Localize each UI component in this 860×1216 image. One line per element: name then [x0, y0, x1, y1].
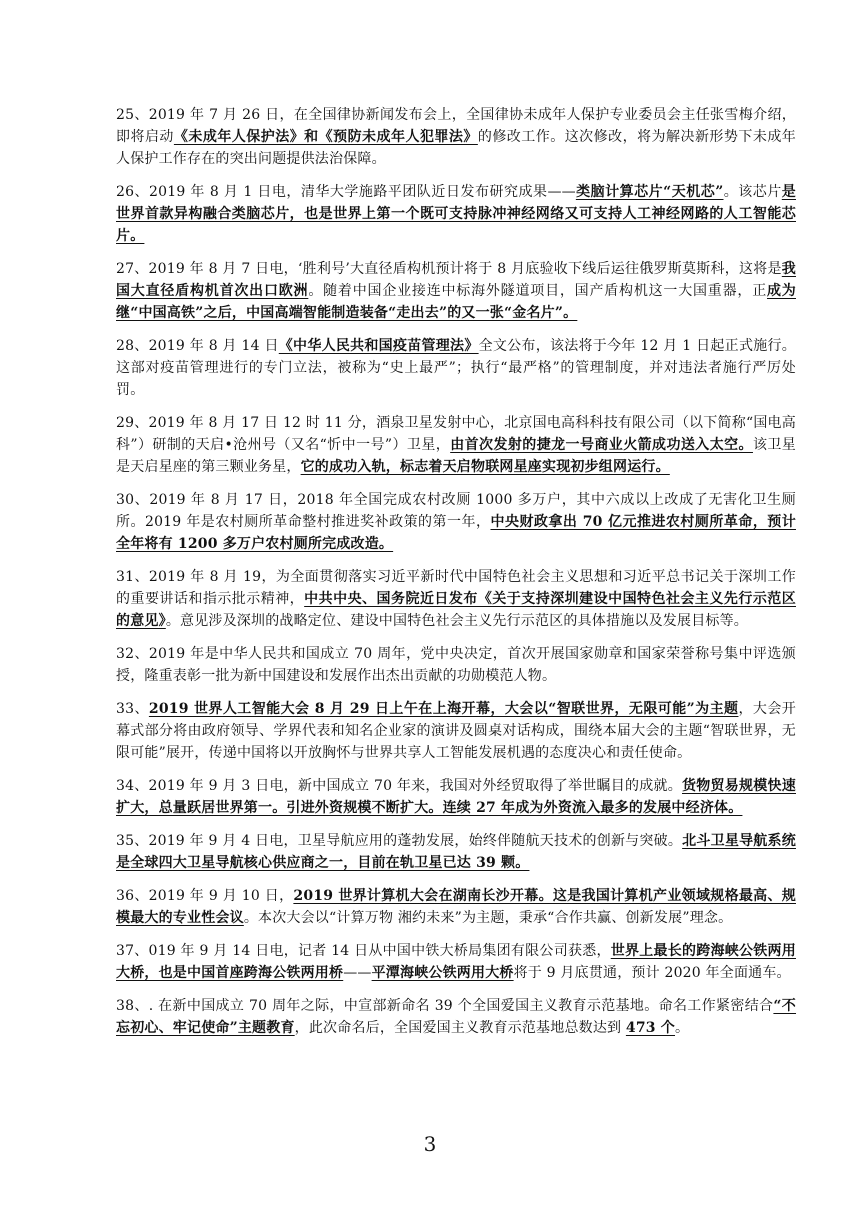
item-text: 36、2019 年 9 月 10 日， — [116, 888, 294, 904]
news-item — [116, 566, 796, 632]
item-text: 31、2019 年 8 月 19，为全面贯彻落实习近平新时代中国特色社会主义思想和习近平总书记关于深圳工作的重要讲话和指示批示精神， — [116, 569, 796, 607]
item-text: ，此次命名后，全国爱国主义教育示范基地总数达到 — [294, 1020, 626, 1036]
item-text: 。意见涉及深圳的战略定位、建设中国特色社会主义先行示范区的具体措施以及发展目标等。 — [165, 613, 749, 629]
highlighted-text: 平潭海峡公铁两用大桥 — [371, 965, 514, 981]
item-text: 的修改工作。这次修改，将为解决新形势下未成年人保护工作存在的突出问题提供法治保障。 — [116, 129, 797, 167]
highlighted-text: 由首次发射的捷龙一号商业火箭成功送入太空。 — [450, 437, 753, 453]
highlighted-text: 它的成功入轨，标志着天启物联网星座实现初步组网运行。 — [300, 459, 670, 475]
highlighted-text: 我国大直径盾构机首次出口欧洲 — [116, 261, 796, 299]
news-item — [116, 940, 796, 984]
highlighted-text: 成为继“中国高铁”之后，中国高端智能制造装备“走出去”的又一张“金名片”。 — [116, 283, 796, 321]
news-item — [116, 698, 796, 764]
highlighted-text: 2019 世界人工智能大会 8 月 29 日上午在上海开幕，大会以“智联世界，无限可能”为主题 — [148, 701, 739, 717]
highlighted-text: 473 个 — [625, 1020, 676, 1036]
highlighted-text: “不忘初心、牢记使命”主题教育 — [116, 998, 797, 1036]
item-text: 26、2019 年 8 月 1 日电，清华大学施路平团队近日发布研究成果—— — [116, 184, 576, 200]
news-item — [116, 104, 796, 170]
item-text: 。该芯片 — [723, 184, 782, 200]
item-text: 29、2019 年 8 月 17 日 12 时 11 分，酒泉卫星发射中心，北京国电高科科技有限公司（以下简称“国电高科”）研制的天启•沧州号（又名“忻中一号”）卫星， — [116, 415, 796, 453]
news-item — [116, 775, 796, 819]
item-text: 将于 9 月底贯通，预计 2020 年全面通车。 — [513, 965, 791, 981]
highlighted-text: 《未成年人保护法》和《预防未成年人犯罪法》 — [173, 129, 478, 145]
news-item — [116, 830, 796, 874]
item-text: 全文公布，该法将于今年 12 月 1 日起正式施行。这部对疫苗管理进行的专门立法，被称为“史上最严”；执行“最严格”的管理制度，并对违法者施行严厉处罚。 — [116, 338, 796, 398]
news-item — [116, 489, 796, 555]
item-text: 。本次大会以“计算万物 湘约未来”为主题，秉承“合作共赢、创新发展”理念。 — [243, 910, 733, 926]
news-item — [116, 995, 796, 1039]
news-item — [116, 885, 796, 929]
highlighted-text: 货物贸易规模快速扩大，总量跃居世界第一。引进外资规模不断扩大。连续 27 年成为外资流入最多的发展中经济体。 — [116, 778, 796, 816]
highlighted-text: 类脑计算芯片“天机芯” — [575, 184, 724, 200]
highlighted-text: 是世界首款异构融合类脑芯片，也是世界上第一个既可支持脉冲神经网络又可支持人工神经网路的人工智能芯片。 — [116, 184, 796, 244]
item-text: 32、2019 年是中华人民共和国成立 70 周年，党中央决定，首次开展国家勋章和国家荣誉称号集中评选颁授，隆重表彰一批为新中国建设和发展作出杰出贡献的功勋模范人物。 — [116, 646, 796, 684]
news-item — [116, 335, 796, 401]
item-text: 38、. 在新中国成立 70 周年之际，中宣部新命名 39 个全国爱国主义教育示范基地。命名工作紧密结合 — [116, 998, 774, 1014]
item-text: 28、2019 年 8 月 14 日 — [116, 338, 279, 354]
highlighted-text: 中央财政拿出 70 亿元推进农村厕所革命，预计全年将有 1200 多万户农村厕所完成改造。 — [116, 514, 796, 552]
item-text: ，大会开幕式部分将由政府领导、学界代表和知名企业家的演讲及圆桌对话构成，围绕本届大会的主题“智联世界，无限可能”展开，传递中国将以开放胸怀与世界共享人工智能发展机遇的态度决心和责任使命。 — [116, 701, 796, 761]
highlighted-text: 北斗卫星导航系统是全球四大卫星导航核心供应商之一，目前在轨卫星已达 39 颗。 — [116, 833, 796, 871]
news-item — [116, 181, 796, 247]
highlighted-text: 中共中央、国务院近日发布《关于支持深圳建设中国特色社会主义先行示范区的意见》 — [116, 591, 796, 629]
item-text: 35、2019 年 9 月 4 日电，卫星导航应用的蓬勃发展，始终伴随航天技术的创新与突破。 — [116, 833, 683, 849]
item-text: 。随着中国企业接连中标海外隧道项目，国产盾构机这一大国重器，正 — [308, 283, 767, 299]
item-text: 30、2019 年 8 月 17 日，2018 年全国完成农村改厕 1000 多万户，其中六成以上改成了无害化卫生厕所。2019 年是农村厕所革命整村推进奖补政策的第一年， — [116, 492, 796, 530]
item-text: 该卫星是天启星座的第三颗业务星， — [116, 437, 797, 475]
page-number: 3 — [423, 1132, 437, 1156]
item-text: 33、 — [116, 701, 149, 717]
highlighted-text: 2019 世界计算机大会在湖南长沙开幕。这是我国计算机产业领域规格最高、规模最大的专业性会议 — [116, 888, 796, 926]
item-text: —— — [343, 965, 372, 981]
item-text: 27、2019 年 8 月 7 日电，‘胜利号’大直径盾构机预计将于 8 月底验收下线后运往俄罗斯莫斯科，这将是 — [116, 261, 782, 277]
highlighted-text: 世界上最长的跨海峡公铁两用大桥，也是中国首座跨海公铁两用桥 — [116, 943, 796, 981]
news-item-list — [116, 104, 796, 1050]
news-item — [116, 643, 796, 687]
highlighted-text: 《中华人民共和国疫苗管理法》 — [278, 338, 479, 354]
item-text: 25、2019 年 7 月 26 日，在全国律协新闻发布会上，全国律协未成年人保护专业委员会主任张雪梅介绍，即将启动 — [116, 107, 796, 145]
news-item — [116, 412, 796, 478]
item-text: 37、019 年 9 月 14 日电，记者 14 日从中国中铁大桥局集团有限公司获悉， — [116, 943, 611, 959]
item-text: 。 — [675, 1020, 690, 1036]
news-item — [116, 258, 796, 324]
item-text: 34、2019 年 9 月 3 日电，新中国成立 70 年来，我国对外经贸取得了举世瞩目的成就。 — [116, 778, 682, 794]
